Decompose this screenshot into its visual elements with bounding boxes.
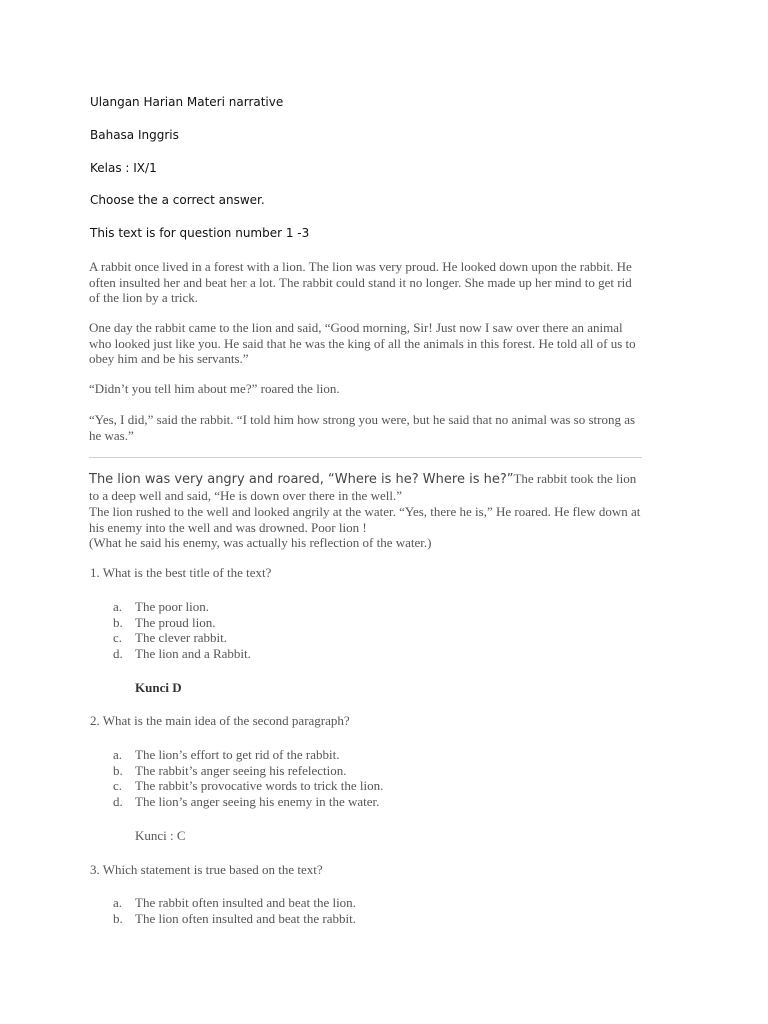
story-paragraph-3: “Didn’t you tell him about me?” roared the lion. [89,381,340,396]
story-paragraph-2: One day the rabbit came to the lion and said, “Good morning, Sir! Just now I saw over there an animal who looked just like you. He said that he was the king of all the animals in this forest. He told all of us to obey him and be his servants.” [89,320,636,366]
subject-line: Bahasa Inggris [90,128,179,142]
option-item [113,763,383,779]
option-text: The rabbit’s anger seeing his refelection. [135,762,347,778]
option-item [113,615,251,631]
option-marker: d. [113,645,123,661]
option-item [113,630,251,646]
option-marker: a. [113,599,123,614]
option-item [113,646,251,662]
document-title: Ulangan Harian Materi narrative [90,95,284,109]
question-1-options [113,599,251,661]
option-marker: b. [113,910,123,926]
option-marker: c. [113,630,123,645]
option-text: The lion often insulted and beat the rabbit. [135,910,356,926]
option-marker: d. [113,793,123,809]
option-marker: a. [113,747,123,762]
answer-key-1: Kunci D [135,680,182,695]
option-text: The lion’s anger seeing his enemy in the water. [135,793,380,809]
story-paragraph-1: A rabbit once lived in a forest with a lion. The lion was very proud. He looked down upon the rabbit. He often insulted her and beat her a lot. The rabbit could stand it no longer. She made up her mind to get rid of the lion by a trick. [89,259,632,305]
section-divider [89,457,642,458]
story-paragraph-6: The lion rushed to the well and looked angrily at the water. “Yes, there he is,” He roared. He flew down at his enemy into the well and was drowned. Poor lion ! [89,504,641,535]
story-paragraph-4: “Yes, I did,” said the rabbit. “I told him how strong you were, but he said that no animal was so strong as he was.” [89,412,636,443]
option-text: The lion and a Rabbit. [135,645,251,661]
option-item [113,895,356,911]
option-marker: b. [113,762,123,778]
option-item [113,794,383,810]
option-item [113,599,251,615]
story-paragraph-5 [89,471,649,503]
question-2: 2. What is the main idea of the second paragraph? [90,713,350,728]
option-item [113,911,356,927]
story-paragraph-5-rest: The rabbit took the lion to a deep well and said, “He is down over there in the well.” [89,471,637,503]
option-item [113,778,383,794]
story-paragraph-7: (What he said his enemy, was actually his reflection of the water.) [89,535,432,550]
answer-key-2: Kunci : C [135,828,186,843]
option-marker: a. [113,895,123,910]
instruction-line: Choose the a correct answer. [90,193,265,207]
story-paragraph-5-lead: The lion was very angry and roared, “Where is he? Where is he?” [89,472,514,487]
question-3-options [113,895,356,926]
option-text: The proud lion. [135,614,216,630]
question-1: 1. What is the best title of the text? [90,565,272,580]
text-note-line: This text is for question number 1 -3 [90,226,310,240]
option-marker: c. [113,778,123,793]
question-2-options [113,747,383,809]
option-marker: b. [113,614,123,630]
option-text: The lion’s effort to get rid of the rabbit. [135,747,340,762]
option-text: The poor lion. [135,599,210,614]
option-item [113,747,383,763]
option-text: The rabbit often insulted and beat the lion. [135,895,356,910]
option-text: The clever rabbit. [135,630,228,645]
question-3: 3. Which statement is true based on the text? [90,862,323,877]
option-text: The rabbit’s provocative words to trick the lion. [135,778,384,793]
class-line: Kelas : IX/1 [90,161,157,175]
